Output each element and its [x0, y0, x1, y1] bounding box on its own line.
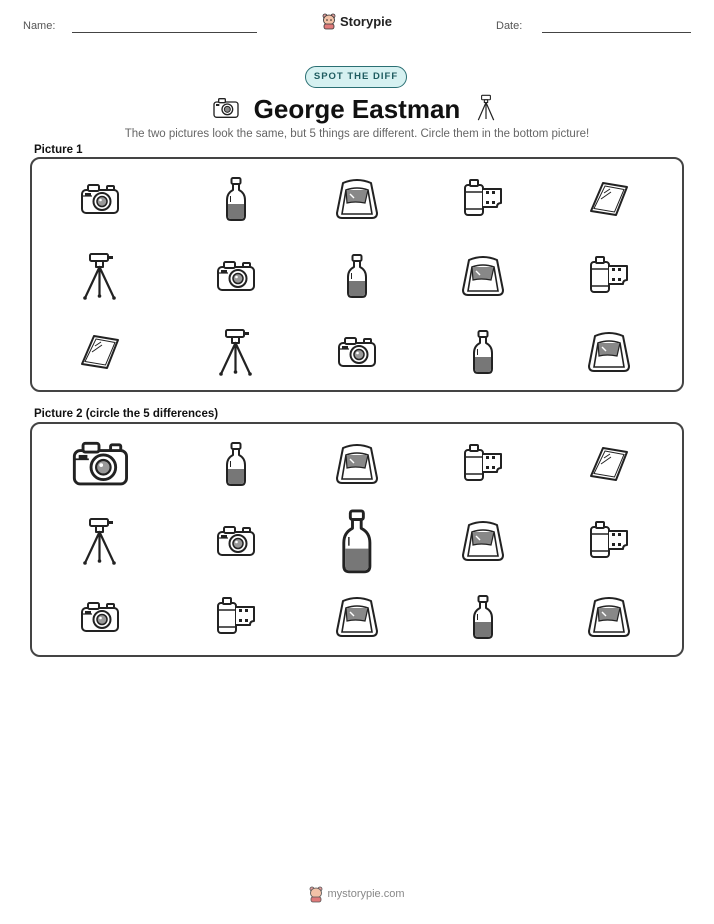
mascot-icon	[322, 13, 336, 29]
tripod-icon[interactable]	[80, 517, 120, 565]
tent-icon[interactable]	[335, 595, 379, 639]
bottle-icon[interactable]	[470, 594, 496, 640]
bottle-icon	[344, 253, 370, 299]
name-label: Name:	[23, 20, 56, 32]
brand-name: Storypie	[339, 13, 392, 29]
instructions: The two pictures look the same, but 5 things are different. Circle them in the bottom picture!	[124, 128, 590, 140]
tripod-icon	[80, 252, 120, 300]
film-roll-icon[interactable]	[461, 442, 505, 486]
footer	[0, 886, 714, 905]
picture-1-panel	[30, 157, 684, 392]
tent-icon[interactable]	[587, 595, 631, 639]
brand-logo	[0, 13, 714, 34]
glass-plate-icon	[589, 180, 629, 218]
bottle-icon[interactable]	[338, 508, 376, 575]
film-roll-icon[interactable]	[214, 595, 258, 639]
bottle-icon	[223, 176, 249, 222]
tent-icon[interactable]	[461, 519, 505, 563]
film-roll-icon	[587, 254, 631, 298]
mascot-icon	[309, 886, 323, 902]
picture-2-panel[interactable]	[30, 422, 684, 657]
glass-plate-icon	[80, 333, 120, 371]
tent-icon	[461, 254, 505, 298]
bottle-icon	[470, 329, 496, 375]
camera-icon[interactable]	[70, 439, 131, 488]
film-roll-icon[interactable]	[587, 519, 631, 563]
page-title: George Eastman	[253, 94, 461, 124]
camera-icon	[215, 259, 257, 293]
camera-icon[interactable]	[79, 600, 121, 634]
date-label: Date:	[496, 20, 523, 32]
footer-url: mystorypie.com	[327, 888, 405, 900]
bottle-icon[interactable]	[223, 441, 249, 487]
camera-icon[interactable]	[215, 524, 257, 558]
camera-icon	[336, 335, 378, 369]
tent-icon[interactable]	[335, 442, 379, 486]
picture-1-label: Picture 1	[34, 144, 83, 156]
film-roll-icon	[461, 177, 505, 221]
picture-2-label: Picture 2 (circle the 5 differences)	[34, 408, 219, 420]
tripod-icon	[475, 92, 497, 124]
glass-plate-icon[interactable]	[589, 445, 629, 483]
spot-the-diff-badge: SPOT THE DIFF	[305, 66, 407, 88]
camera-icon	[212, 96, 240, 120]
tent-icon	[587, 330, 631, 374]
tent-icon	[335, 177, 379, 221]
tripod-icon	[216, 328, 256, 376]
camera-icon	[79, 182, 121, 216]
